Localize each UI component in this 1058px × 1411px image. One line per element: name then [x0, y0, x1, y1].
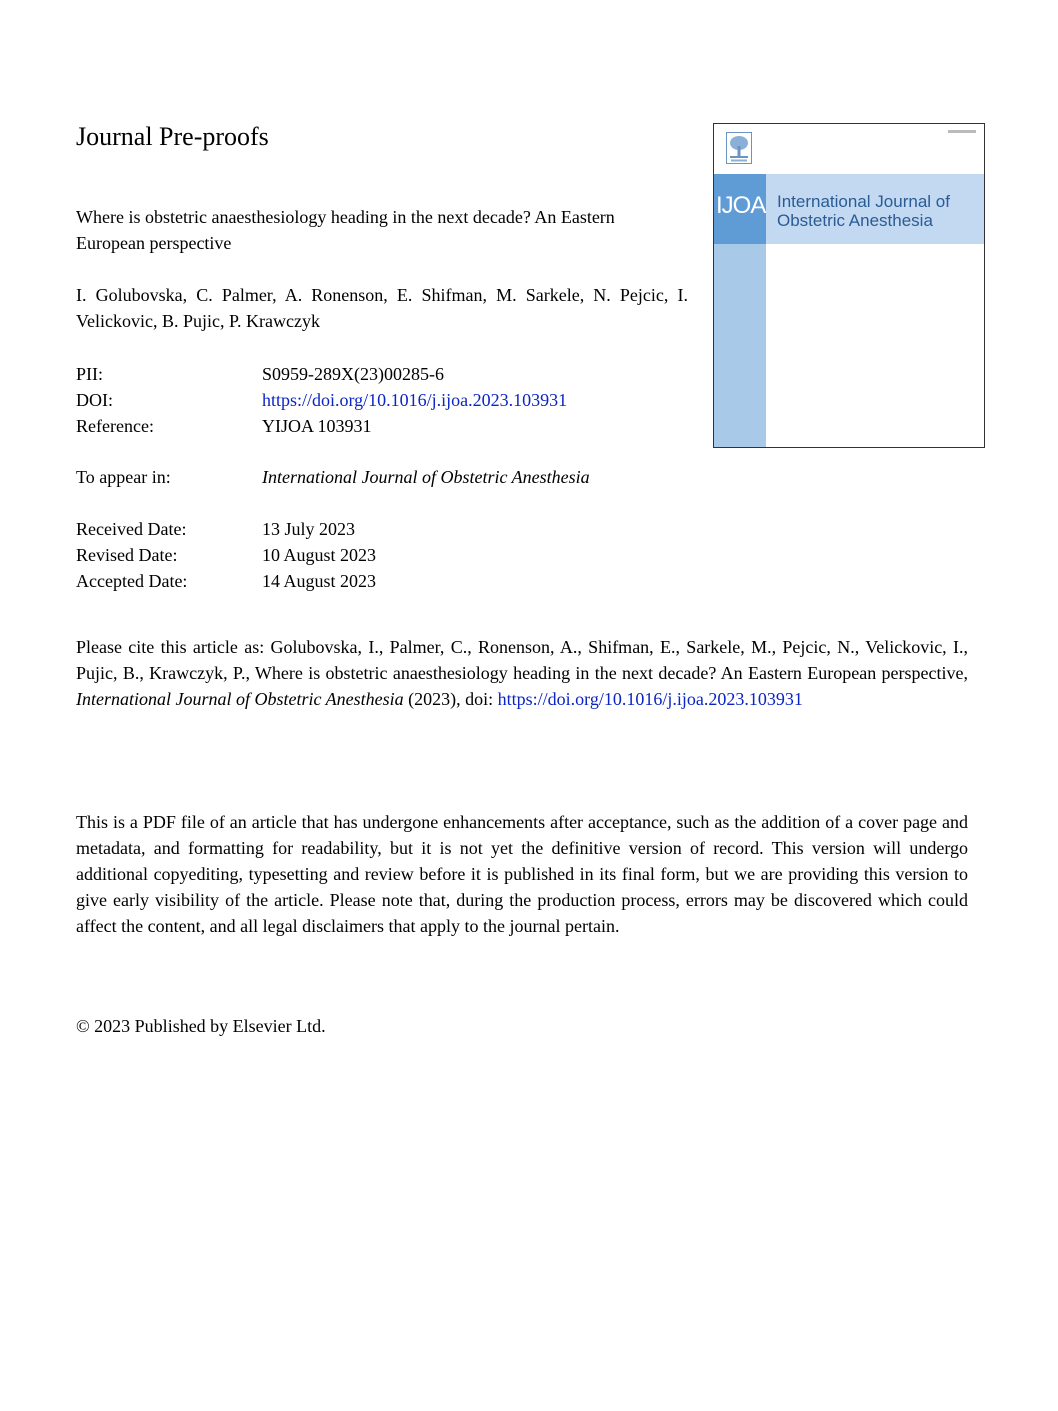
received-value: 13 July 2023: [262, 519, 356, 539]
citation-middle: (2023), doi:: [403, 689, 498, 709]
accepted-label: Accepted Date:: [76, 571, 188, 591]
elsevier-tree-logo-icon: [726, 132, 752, 164]
meta-doi: [76, 387, 567, 413]
appear-label: To appear in:: [76, 467, 171, 487]
revised-value: 10 August 2023: [262, 545, 377, 565]
accepted-value: 14 August 2023: [262, 571, 377, 591]
meta-received: [76, 516, 355, 542]
received-label: Received Date:: [76, 519, 187, 539]
article-title: Where is obstetric anaesthesiology heading in the next decade? An Eastern European perspective: [76, 207, 615, 253]
page-heading: Journal Pre-proofs: [76, 122, 269, 151]
citation-journal: International Journal of Obstetric Anesthesia: [76, 689, 404, 709]
pii-label: PII:: [76, 364, 103, 384]
meta-revised: [76, 542, 376, 568]
reference-label: Reference:: [76, 416, 154, 436]
citation-prefix: Please cite this article as: Golubovska, I., Palmer, C., Ronenson, A., Shifman, E., Sarkele, M., Pejcic, N., Velickovic, I., Pujic, B., Krawczyk, P., Where is obstetric anaesthesiology heading in the next decade? An Eastern European perspective,: [76, 637, 968, 683]
appear-value: International Journal of Obstetric Anesthesia: [262, 467, 590, 487]
cover-small-print: [948, 130, 976, 133]
revised-label: Revised Date:: [76, 545, 178, 565]
doi-link[interactable]: https://doi.org/10.1016/j.ijoa.2023.103931: [262, 390, 568, 410]
cover-journal-abbr: IJOA: [716, 192, 766, 219]
meta-reference: [76, 413, 372, 439]
doi-label: DOI:: [76, 390, 113, 410]
cover-journal-name: International Journal of Obstetric Anesthesia: [777, 192, 950, 230]
reference-value: YIJOA 103931: [262, 416, 372, 436]
journal-cover: [713, 123, 985, 448]
pii-value: S0959-289X(23)00285-6: [262, 364, 444, 384]
meta-pii: [76, 361, 444, 387]
citation-doi-link[interactable]: https://doi.org/10.1016/j.ijoa.2023.103931: [497, 689, 803, 709]
meta-accepted: [76, 568, 376, 594]
copyright-notice: © 2023 Published by Elsevier Ltd.: [76, 1016, 326, 1036]
article-authors: I. Golubovska, C. Palmer, A. Ronenson, E. Shifman, M. Sarkele, N. Pejcic, I. Velickovic, B. Pujic, P. Krawczyk: [76, 285, 688, 331]
disclaimer-paragraph: This is a PDF file of an article that has undergone enhancements after acceptance, such as the addition of a cover page and metadata, and formatting for readability, but it is not yet the definitive version of record. This version will undergo additional copyediting, typesetting and review before it is published in its final form, but we are providing this version to give early visibility of the article. Please note that, during the production process, errors may be discovered which could affect the content, and all legal disclaimers that apply to the journal pertain.: [76, 812, 968, 936]
cover-logo-area: [714, 124, 766, 175]
citation-paragraph: [76, 634, 968, 712]
meta-appear-in: [76, 464, 590, 490]
